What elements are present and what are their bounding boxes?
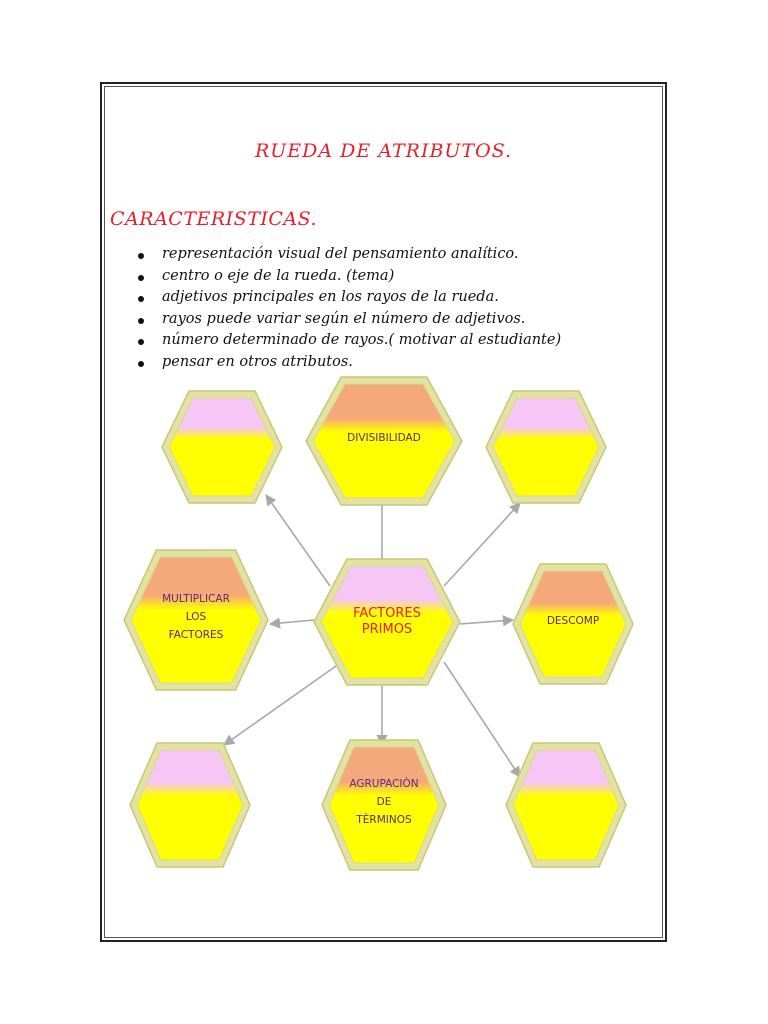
section-heading: CARACTERISTICAS. xyxy=(110,208,318,230)
list-item: representación visual del pensamiento analítico. xyxy=(134,244,561,266)
hex-label: LOS xyxy=(185,611,207,623)
list-item: pensar en otros atributos. xyxy=(134,352,561,374)
hex-label: TÈRMINOS xyxy=(356,814,412,826)
hex-label: PRIMOS xyxy=(361,622,413,637)
hex-label: MULTIPLICAR xyxy=(162,593,230,605)
hexagon-middle-right xyxy=(513,564,633,684)
arrow-to-bottom-right xyxy=(444,662,520,777)
hexagon-nodes xyxy=(124,377,633,870)
list-item: centro o eje de la rueda. (tema) xyxy=(134,266,561,288)
hex-label: FACTORES xyxy=(353,606,421,621)
hex-label: FACTORES xyxy=(168,629,224,641)
hex-label: DIVISIBILIDAD xyxy=(347,432,421,444)
arrow-to-middle-left xyxy=(270,620,314,624)
hexagon-middle-left xyxy=(124,550,268,690)
list-item: número determinado de rayos.( motivar al estudiante) xyxy=(134,330,561,352)
list-item: rayos puede variar según el número de adjetivos. xyxy=(134,309,561,331)
list-item: adjetivos principales en los rayos de la rueda. xyxy=(134,287,561,309)
hexagon-top-right xyxy=(486,391,606,503)
hexagon-top-center xyxy=(306,377,462,505)
hex-label: DESCOMP xyxy=(546,615,600,627)
document-title: RUEDA DE ATRIBUTOS. xyxy=(254,140,513,162)
hex-label: DE xyxy=(376,796,392,808)
arrow-to-top-left xyxy=(266,495,330,586)
hexagon-bottom-left xyxy=(130,743,250,867)
arrow-to-middle-right xyxy=(460,620,513,624)
hexagon-top-left xyxy=(162,391,282,503)
hexagon-bottom-center xyxy=(322,740,446,870)
arrow-to-top-right xyxy=(444,503,520,586)
hexagon-bottom-right xyxy=(506,743,626,867)
hex-label: AGRUPACIÒN xyxy=(349,778,419,790)
